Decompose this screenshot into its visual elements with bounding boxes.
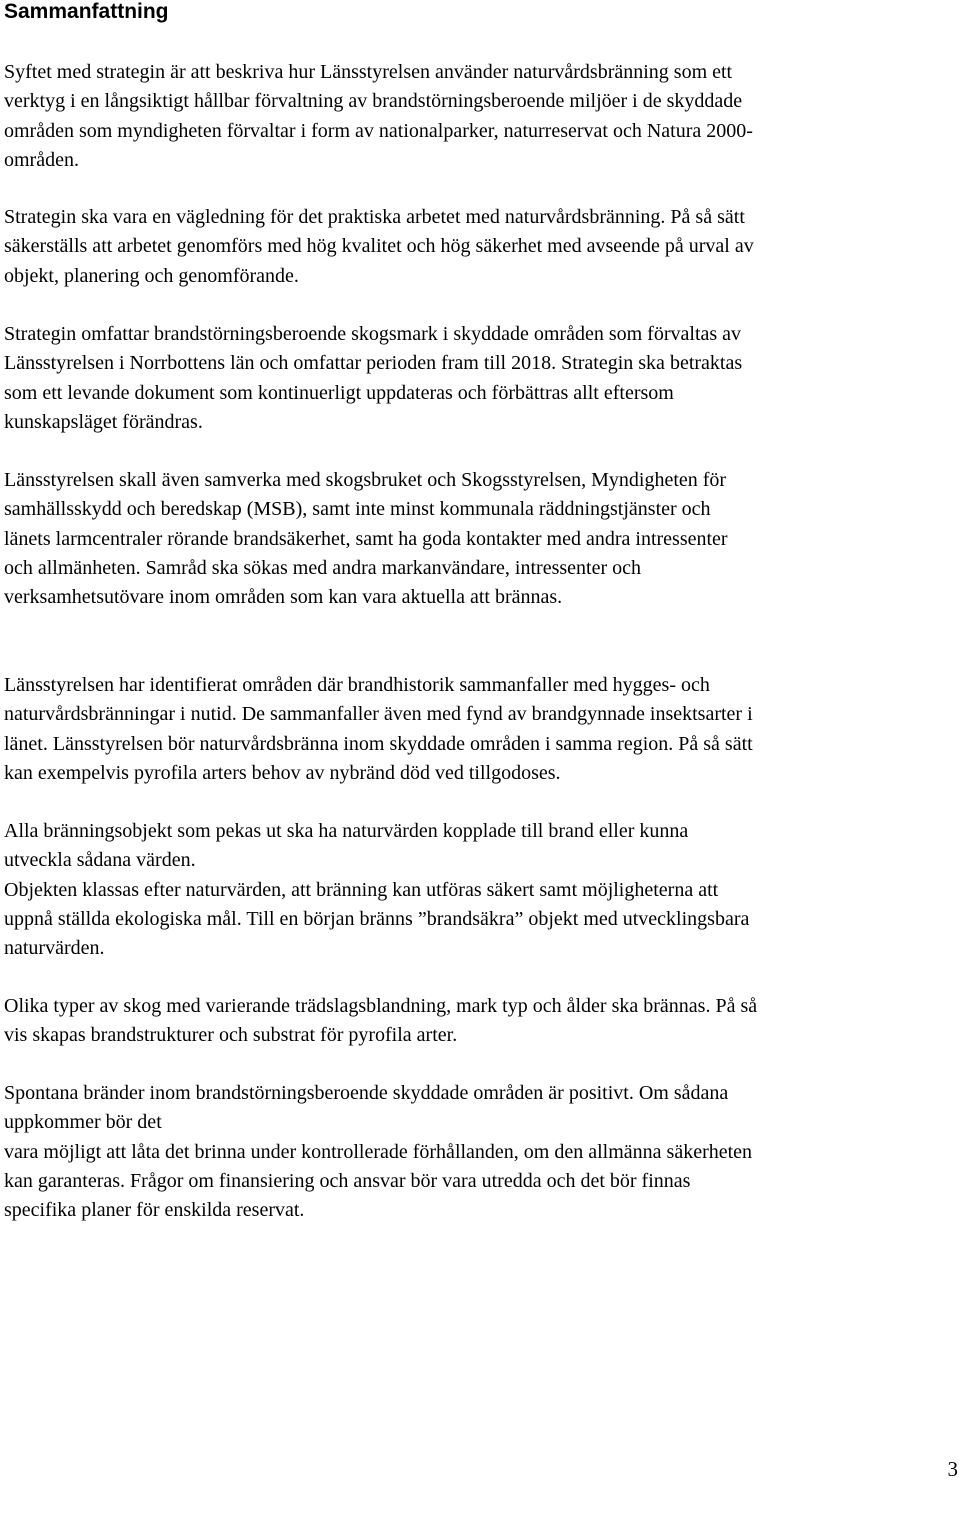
text-line: Alla bränningsobjekt som pekas ut ska ha naturvärden kopplade till brand eller kunna <box>4 820 689 842</box>
text-line: uppnå ställda ekologiska mål. Till en början bränns ”brandsäkra” objekt med utvecklingsbara <box>4 907 750 930</box>
text-line: och allmänheten. Samråd ska sökas med andra markanvändare, intressenter och <box>4 556 641 579</box>
text-line: kunskapsläget förändras. <box>4 410 203 433</box>
text-line: naturvårdsbränningar i nutid. De sammanfaller även med fynd av brandgynnade insektsarter i <box>4 703 753 726</box>
text-line: Länsstyrelsen skall även samverka med skogsbruket och Skogsstyrelsen, Myndigheten för <box>4 469 727 491</box>
text-line: Strategin omfattar brandstörningsberoende skogsmark i skyddade områden som förvaltas av <box>4 323 742 345</box>
text-line: områden. <box>4 148 79 171</box>
text-line: samhällsskydd och beredskap (MSB), samt inte minst kommunala räddningstjänster och <box>4 498 711 521</box>
text-line: säkerställs att arbetet genomförs med hög kvalitet och hög säkerhet med avseende på urval av <box>4 235 754 258</box>
text-line: naturvärden. <box>4 937 105 960</box>
text-line: områden som myndigheten förvaltar i form av nationalparker, naturreservat och Natura 2000- <box>4 119 753 142</box>
paragraph-spontaneous-fires <box>4 1079 960 1225</box>
text-line: Strategin ska vara en vägledning för det praktiska arbetet med naturvårdsbränning. På så sätt <box>4 206 745 228</box>
text-line: verktyg i en långsiktigt hållbar förvaltning av brandstörningsberoende miljöer i de skyddade <box>4 90 743 113</box>
text-line: objekt, planering och genomförande. <box>4 264 299 287</box>
paragraph-cooperation <box>4 466 960 612</box>
text-line: kan exempelvis pyrofila arters behov av nybränd död ved tillgodoses. <box>4 761 561 784</box>
text-line: verksamhetsutövare inom områden som kan vara aktuella att brännas. <box>4 586 563 609</box>
text-line: uppkommer bör det <box>4 1111 162 1134</box>
text-line: vara möjligt att låta det brinna under kontrollerade förhållanden, om den allmänna säkerheten <box>4 1140 753 1163</box>
text-line: Syftet med strategin är att beskriva hur Länsstyrelsen använder naturvårdsbränning som ett <box>4 61 733 83</box>
text-line: specifika planer för enskilda reservat. <box>4 1199 305 1222</box>
text-line: länet. Länsstyrelsen bör naturvårdsbränna inom skyddade områden i samma region. På så sätt <box>4 732 753 755</box>
text-line: Länsstyrelsen har identifierat områden där brandhistorik sammanfaller med hygges- och <box>4 674 710 696</box>
paragraph-purpose <box>4 58 960 175</box>
text-line: Spontana bränder inom brandstörningsberoende skyddade områden är positivt. Om sådana <box>4 1082 729 1104</box>
paragraph-scope <box>4 320 960 437</box>
text-line: vis skapas brandstrukturer och substrat för pyrofila arter. <box>4 1024 458 1047</box>
section-heading: Sammanfattning <box>4 0 169 23</box>
paragraph-guidance <box>4 203 960 291</box>
paragraph-fire-history <box>4 671 960 788</box>
text-line: Olika typer av skog med varierande trädslagsblandning, mark typ och ålder ska brännas. På så <box>4 995 758 1017</box>
text-line: Länsstyrelsen i Norrbottens län och omfattar perioden fram till 2018. Strategin ska betraktas <box>4 352 743 375</box>
text-line: länets larmcentraler rörande brandsäkerhet, samt ha goda kontakter med andra intressenter <box>4 527 728 550</box>
paragraph-burn-objects <box>4 817 960 963</box>
text-line: utveckla sådana värden. <box>4 849 196 872</box>
text-line: som ett levande dokument som kontinuerligt uppdateras och förbättras allt eftersom <box>4 381 674 404</box>
paragraph-forest-types <box>4 992 960 1051</box>
page-number: 3 <box>947 1457 958 1481</box>
text-line: kan garanteras. Frågor om finansiering och ansvar bör vara utredda och det bör finnas <box>4 1169 691 1192</box>
text-line: Objekten klassas efter naturvärden, att bränning kan utföras säkert samt möjligheterna att <box>4 878 719 901</box>
